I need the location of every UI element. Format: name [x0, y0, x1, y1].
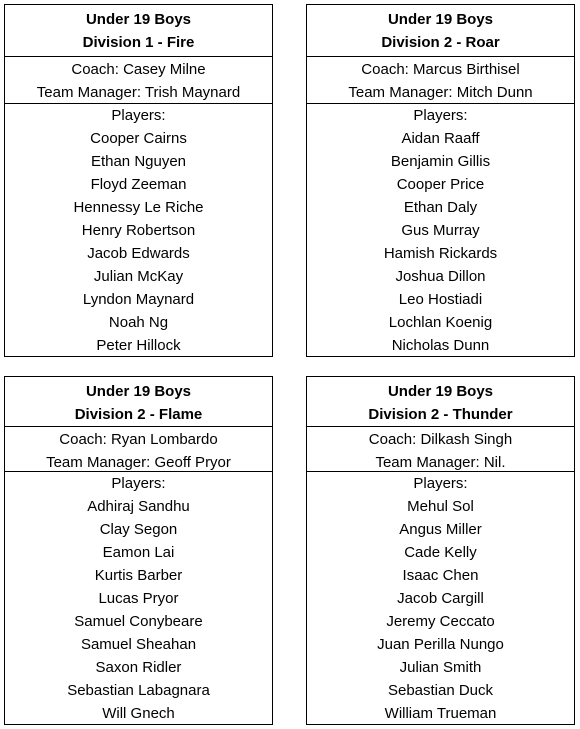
player-name: Leo Hostiadi [398, 291, 483, 308]
players-list [307, 104, 574, 357]
team-title [307, 377, 574, 427]
player-name: Isaac Chen [402, 567, 479, 584]
division-label: Division 2 - Thunder [368, 406, 513, 423]
player-name: Aidan Raaff [401, 130, 480, 147]
team-staff [307, 427, 574, 472]
player-name: Lochlan Koenig [388, 314, 493, 331]
players-heading: Players: [111, 107, 166, 124]
player-name: Sebastian Duck [387, 682, 494, 699]
team-manager-label: Team Manager: Trish Maynard [36, 84, 241, 101]
player-name: Hennessy Le Riche [73, 199, 204, 216]
player-name: Joshua Dillon [395, 268, 486, 285]
player-name: Floyd Zeeman [90, 176, 187, 193]
player-name: Julian McKay [93, 268, 184, 285]
team-manager-label: Team Manager: Geoff Pryor [46, 454, 231, 471]
team-title [5, 5, 272, 57]
player-name: Cooper Price [396, 176, 485, 193]
players-list [5, 104, 272, 357]
player-name: Jeremy Ceccato [386, 613, 495, 630]
division-label: Division 2 - Flame [74, 406, 203, 423]
division-label: Division 1 - Fire [82, 34, 195, 51]
team-card-roar [306, 4, 575, 357]
player-name: Kurtis Barber [94, 567, 183, 584]
player-name: Cooper Cairns [90, 130, 187, 147]
team-staff [5, 57, 272, 104]
player-name: Eamon Lai [102, 544, 175, 561]
players-list [5, 472, 272, 725]
team-staff [307, 57, 574, 104]
player-name: Ethan Daly [403, 199, 478, 216]
team-manager-label: Team Manager: Mitch Dunn [348, 84, 533, 101]
team-staff [5, 427, 272, 472]
player-name: Angus Miller [399, 521, 482, 538]
player-name: Peter Hillock [96, 337, 181, 354]
player-name: Lucas Pryor [98, 590, 179, 607]
player-name: Adhiraj Sandhu [87, 498, 190, 515]
age-group-label: Under 19 Boys [387, 11, 494, 28]
player-name: Juan Perilla Nungo [377, 636, 504, 653]
player-name: Will Gnech [102, 705, 175, 722]
players-heading: Players: [413, 107, 468, 124]
player-name: Benjamin Gillis [390, 153, 491, 170]
player-name: Mehul Sol [407, 498, 474, 515]
team-manager-label: Team Manager: Nil. [375, 454, 506, 471]
players-heading: Players: [111, 475, 166, 492]
players-list [307, 472, 574, 725]
players-heading: Players: [413, 475, 468, 492]
team-card-fire [4, 4, 273, 357]
player-name: Ethan Nguyen [90, 153, 187, 170]
age-group-label: Under 19 Boys [387, 383, 494, 400]
player-name: Hamish Rickards [383, 245, 498, 262]
division-label: Division 2 - Roar [381, 34, 500, 51]
player-name: Samuel Conybeare [74, 613, 203, 630]
player-name: William Trueman [384, 705, 497, 722]
player-name: Saxon Ridler [95, 659, 182, 676]
player-name: Gus Murray [401, 222, 480, 239]
player-name: Jacob Cargill [397, 590, 484, 607]
team-card-flame [4, 376, 273, 725]
coach-label: Coach: Ryan Lombardo [59, 431, 218, 448]
coach-label: Coach: Dilkash Singh [368, 431, 513, 448]
coach-label: Coach: Marcus Birthisel [361, 61, 520, 78]
player-name: Sebastian Labagnara [67, 682, 210, 699]
team-card-thunder [306, 376, 575, 725]
player-name: Jacob Edwards [87, 245, 190, 262]
team-title [5, 377, 272, 427]
player-name: Henry Robertson [81, 222, 196, 239]
player-name: Julian Smith [399, 659, 482, 676]
player-name: Cade Kelly [404, 544, 477, 561]
coach-label: Coach: Casey Milne [71, 61, 206, 78]
age-group-label: Under 19 Boys [85, 383, 192, 400]
player-name: Lyndon Maynard [82, 291, 195, 308]
player-name: Noah Ng [108, 314, 169, 331]
player-name: Samuel Sheahan [80, 636, 197, 653]
team-title [307, 5, 574, 57]
age-group-label: Under 19 Boys [85, 11, 192, 28]
player-name: Nicholas Dunn [391, 337, 490, 354]
player-name: Clay Segon [99, 521, 178, 538]
